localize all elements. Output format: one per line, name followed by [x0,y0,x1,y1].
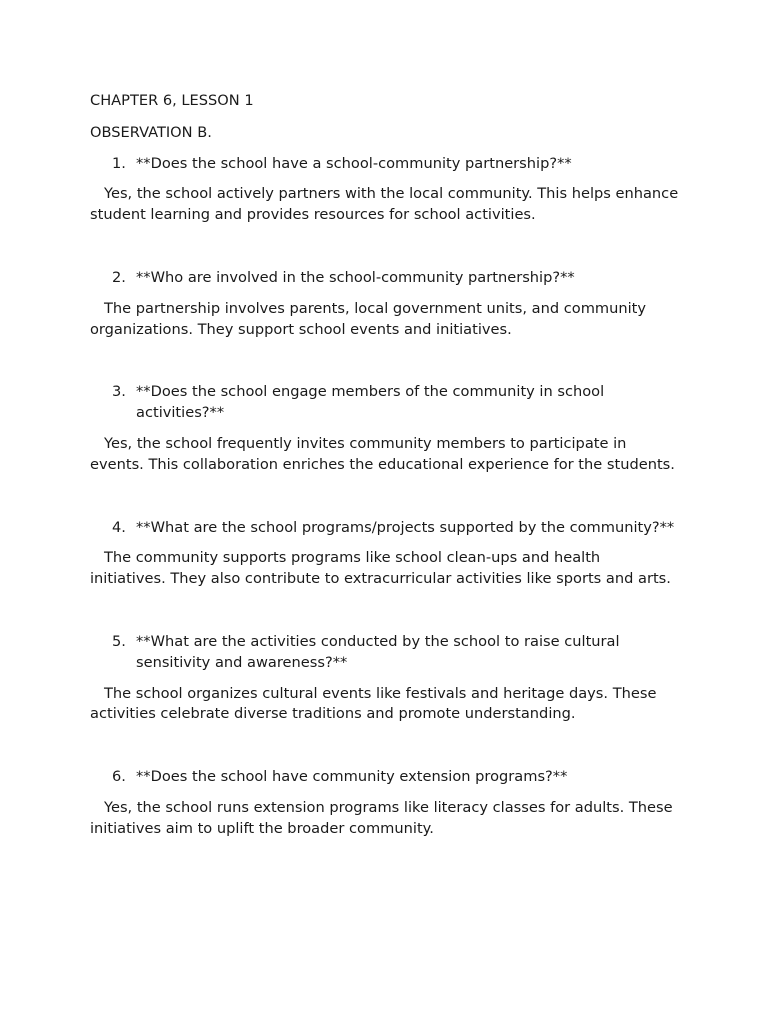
question-text: **Does the school engage members of the community in school activities?** [136,383,605,422]
observation-heading: OBSERVATION B. [90,123,212,141]
answer-text: The school organizes cultural events like festivals and heritage days. These activities celebrate diverse traditions and promote understanding. [90,684,657,723]
question [90,154,680,175]
list-item [90,518,680,590]
question-number: 3. [112,383,126,401]
question-number: 2. [112,268,126,286]
question-number: 4. [112,518,126,536]
question [90,268,680,289]
question-number: 6. [112,768,126,786]
list-item [90,767,680,839]
chapter-heading: CHAPTER 6, LESSON 1 [90,92,254,109]
question [90,518,680,539]
observation-list [90,154,680,840]
question [90,382,680,424]
question-number: 1. [112,154,126,172]
question-text: **Who are involved in the school-community partnership?** [136,268,575,286]
list-item [90,154,680,226]
answer-text: Yes, the school actively partners with the local community. This helps enhance student learning and provides resources for school activities. [90,185,679,224]
list-item [90,382,680,475]
list-item [90,632,680,725]
question [90,767,680,788]
question-text: **Does the school have a school-community partnership?** [136,154,572,172]
question-text: **What are the activities conducted by the school to raise cultural sensitivity and awareness?** [136,632,620,671]
question-number: 5. [112,632,126,650]
answer-text: Yes, the school frequently invites community members to participate in events. This collaboration enriches the educational experience for the students. [90,434,675,473]
question-text: **What are the school programs/projects supported by the community?** [136,518,675,536]
answer-text: The partnership involves parents, local government units, and community organizations. They support school events and initiatives. [90,299,647,338]
answer-text: The community supports programs like school clean-ups and health initiatives. They also contribute to extracurricular activities like sports and arts. [90,549,671,588]
question-text: **Does the school have community extension programs?** [136,768,568,786]
question [90,632,680,674]
list-item [90,268,680,340]
answer-text: Yes, the school runs extension programs like literacy classes for adults. These initiatives aim to uplift the broader community. [90,798,673,837]
